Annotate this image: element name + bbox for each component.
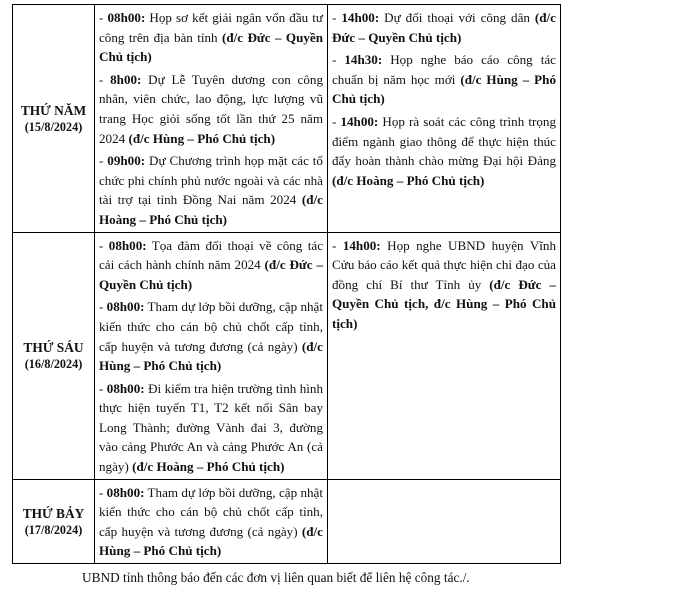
morning-cell <box>95 5 328 233</box>
afternoon-cell <box>328 5 561 233</box>
item-time: 14h30: <box>344 52 383 68</box>
day-cell <box>13 5 95 233</box>
item-assignee: (đ/c Hoàng – Phó Chủ tịch) <box>99 192 323 227</box>
item-time: 14h00: <box>342 237 381 253</box>
schedule-item: - 14h00: Họp nghe UBND huyện Vĩnh Cửu báo cáo kết quả thực hiện chỉ đạo của đồng chí Bí thư Tỉnh ủy (đ/c Đức – Quyền Chủ tịch, đ/c Hùng – Phó Chủ tịch) <box>332 237 557 331</box>
day-name: THỨ SÁU <box>23 340 84 356</box>
schedule-row <box>13 232 561 479</box>
schedule-item: - 08h00: Tham dự lớp bồi dưỡng, cập nhật kiến thức cho cán bộ chủ chốt cấp tỉnh, cấp huyện và tương đương (cả ngày) (đ/c Hùng – Phó Chủ tịch) <box>99 484 323 559</box>
item-time: 14h00: <box>341 10 380 25</box>
day-name: THỨ BẢY <box>22 505 85 521</box>
item-time: 08h00: <box>106 299 145 315</box>
item-assignee: (đ/c Hoàng – Phó Chủ tịch) <box>132 459 285 475</box>
item-time: 08h00: <box>106 484 145 500</box>
item-text: Đi kiểm tra hiện trường tình hình thực hiện tuyến T1, T2 kết nối Sân bay Long Thành; đường Vành đai 3, đường vào cảng Phước An và cảng Phước An (cả ngày) <box>99 380 323 475</box>
schedule-body <box>13 5 561 564</box>
day-date: (15/8/2024) <box>24 119 83 134</box>
schedule-item: - 08h00: Họp sơ kết giải ngân vốn đầu tư công trên địa bàn tỉnh (đ/c Đức – Quyền Chủ tịch) <box>99 10 324 65</box>
day-date: (17/8/2024) <box>24 522 83 537</box>
morning-cell <box>95 479 328 563</box>
item-text: Họp rà soát các công trình trọng điểm ngành giao thông để thực hiện thúc đẩy hoàn thành chào mừng Đại hội Đảng <box>332 113 556 169</box>
schedule-item: - 14h00: Họp rà soát các công trình trọng điểm ngành giao thông để thực hiện thúc đẩy hoàn thành chào mừng Đại hội Đảng (đ/c Hoàng – Phó Chủ tịch) <box>332 113 556 188</box>
item-time: 14h00: <box>340 113 379 129</box>
item-assignee: (đ/c Hùng – Phó Chủ tịch) <box>99 338 323 374</box>
item-assignee: (đ/c Đức – Quyền Chủ tịch) <box>332 10 556 45</box>
item-time: 08h00: <box>107 10 146 25</box>
item-text: Họp nghe báo cáo công tác chuẩn bị năm học mới <box>332 52 556 87</box>
day-cell <box>13 232 95 479</box>
schedule-item: - 8h00: Dự Lễ Tuyên dương con công nhân, viên chức, lao động, lực lượng vũ trang Học giỏi sống tốt lần thứ 25 năm 2024 (đ/c Hùng – Phó Chủ tịch) <box>99 71 323 146</box>
item-text: Họp nghe UBND huyện Vĩnh Cửu báo cáo kết quả thực hiện chỉ đạo của đồng chí Bí thư Tỉnh ủy <box>332 237 557 292</box>
item-assignee: (đ/c Hùng – Phó Chủ tịch) <box>128 130 276 146</box>
schedule-item: - 08h00: Tham dự lớp bồi dưỡng, cập nhật kiến thức cho cán bộ chủ chốt cấp tỉnh, cấp huyện và tương đương (cả ngày) (đ/c Hùng – Phó Chủ tịch) <box>99 299 323 374</box>
item-assignee: (đ/c Hùng – Phó Chủ tịch) <box>332 71 556 107</box>
item-text: Dự Chương trình họp mặt các tổ chức phi chính phủ nước ngoài và các nhà tài trợ tại tỉnh Đồng Nai năm 2024 <box>99 153 323 208</box>
item-text: Tham dự lớp bồi dưỡng, cập nhật kiến thức cho cán bộ chủ chốt cấp tỉnh, cấp huyện và tương đương (cả ngày) <box>99 299 323 354</box>
day-name: THỨ NĂM <box>20 102 87 118</box>
afternoon-cell <box>328 232 561 479</box>
schedule-item: - 14h00: Dự đối thoại với công dân (đ/c Đức – Quyền Chủ tịch) <box>332 10 556 45</box>
afternoon-cell <box>328 479 561 563</box>
item-text: Tọa đàm đối thoại về công tác cải cách hành chính năm 2024 <box>99 237 324 273</box>
item-time: 09h00: <box>107 153 146 169</box>
item-time: 08h00: <box>108 237 147 253</box>
schedule-item: - 09h00: Dự Chương trình họp mặt các tổ chức phi chính phủ nước ngoài và các nhà tài trợ tại tỉnh Đồng Nai năm 2024 (đ/c Hoàng – Phó Chủ tịch) <box>99 153 323 227</box>
item-assignee: (đ/c Hoàng – Phó Chủ tịch) <box>332 172 485 188</box>
day-cell <box>13 479 95 563</box>
schedule-row <box>13 479 561 563</box>
item-assignee: (đ/c Đức – Quyền Chủ tịch, đ/c Hùng – Phó Chủ tịch) <box>332 276 556 331</box>
morning-cell <box>95 232 328 479</box>
schedule-table <box>12 4 561 564</box>
schedule-row <box>13 5 561 233</box>
item-assignee: (đ/c Đức – Quyền Chủ tịch) <box>99 257 323 292</box>
schedule-item: - 08h00: Đi kiểm tra hiện trường tình hình thực hiện tuyến T1, T2 kết nối Sân bay Long Thành; đường Vành đai 3, đường vào cảng Phước An và cảng Phước An (cả ngày) (đ/c Hoàng – Phó Chủ tịch) <box>99 380 323 475</box>
schedule-item: - 08h00: Tọa đàm đối thoại về công tác cải cách hành chính năm 2024 (đ/c Đức – Quyền Chủ tịch) <box>99 237 324 292</box>
item-text: Họp sơ kết giải ngân vốn đầu tư công trên địa bàn tỉnh <box>99 10 324 45</box>
item-time: 08h00: <box>106 380 145 396</box>
day-date: (16/8/2024) <box>24 357 83 372</box>
item-text: Tham dự lớp bồi dưỡng, cập nhật kiến thức cho cán bộ chủ chốt cấp tỉnh, cấp huyện và tương đương (cả ngày) <box>99 484 323 539</box>
item-assignee: (đ/c Đức – Quyền Chủ tịch) <box>99 29 323 65</box>
footer-note: UBND tỉnh thông báo đến các đơn vị liên quan biết để liên hệ công tác./. <box>82 570 470 585</box>
item-assignee: (đ/c Hùng – Phó Chủ tịch) <box>99 523 323 559</box>
item-text: Dự đối thoại với công dân <box>379 10 535 25</box>
schedule-item: - 14h30: Họp nghe báo cáo công tác chuẩn bị năm học mới (đ/c Hùng – Phó Chủ tịch) <box>332 52 556 107</box>
item-text: Dự Lễ Tuyên dương con công nhân, viên chức, lao động, lực lượng vũ trang Học giỏi sống tốt lần thứ 25 năm 2024 <box>99 71 323 146</box>
item-time: 8h00: <box>110 71 142 87</box>
